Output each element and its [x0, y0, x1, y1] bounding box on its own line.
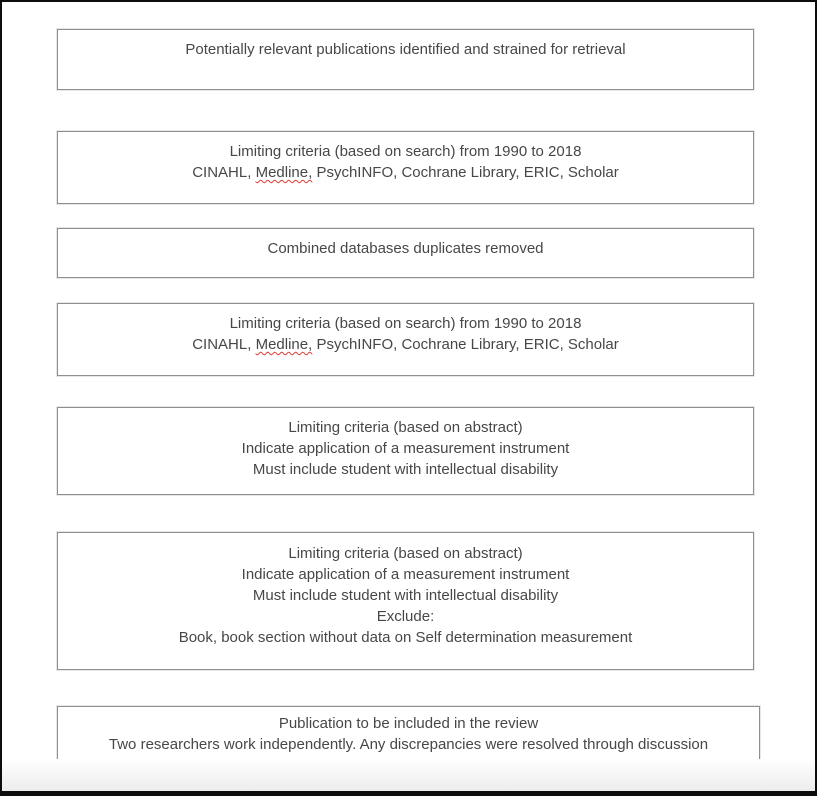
text-segment: PsychINFO, Cochrane Library, ERIC, Scholar — [312, 336, 619, 353]
box-text-line — [58, 39, 753, 60]
text-segment: Potentially relevant publications identified and strained for retrieval — [185, 41, 626, 58]
box-text-line — [58, 162, 753, 183]
text-segment: Two researchers work independently. Any discrepancies were resolved through discussion — [108, 736, 709, 753]
text-segment: Exclude: — [376, 608, 435, 625]
flow-box-limiting-criteria-search-1 — [57, 131, 754, 204]
flow-box-limiting-criteria-search-2 — [57, 303, 754, 376]
text-segment: Must include student with intellectual disability — [252, 461, 559, 478]
text-segment: Book, book section without data on Self determination measurement — [178, 629, 633, 646]
box-text-line — [58, 417, 753, 438]
text-segment: Limiting criteria (based on search) from 1990 to 2018 — [229, 315, 582, 332]
flow-box-limiting-criteria-abstract-2 — [57, 532, 754, 670]
text-segment: Indicate application of a measurement instrument — [241, 566, 570, 583]
misspelled-word: Medline, — [255, 336, 313, 353]
flow-box-duplicates-removed — [57, 228, 754, 278]
text-segment: Limiting criteria (based on search) from 1990 to 2018 — [229, 143, 582, 160]
box-text-line — [58, 585, 753, 606]
box-text-line — [58, 564, 753, 585]
misspelled-word: Medline, — [255, 164, 313, 181]
text-segment: CINAHL, — [192, 336, 256, 353]
text-segment: Indicate application of a measurement instrument — [241, 440, 570, 457]
box-text-line — [58, 334, 753, 355]
box-text-line — [58, 606, 753, 627]
box-text-line — [58, 313, 753, 334]
flow-box-identified-publications — [57, 29, 754, 90]
box-text-line — [58, 713, 759, 734]
box-text-line — [58, 734, 759, 755]
text-segment: Publication to be included in the review — [278, 715, 539, 732]
box-text-line — [58, 627, 753, 648]
text-segment: Limiting criteria (based on abstract) — [288, 419, 523, 436]
text-segment: Limiting criteria (based on abstract) — [288, 545, 523, 562]
text-segment: Must include student with intellectual disability — [252, 587, 559, 604]
text-segment: PsychINFO, Cochrane Library, ERIC, Scholar — [312, 164, 619, 181]
bottom-gradient — [2, 759, 815, 791]
text-segment: Combined databases duplicates removed — [267, 240, 544, 257]
box-text-line — [58, 238, 753, 259]
box-text-line — [58, 459, 753, 480]
box-text-line — [58, 141, 753, 162]
box-text-line — [58, 438, 753, 459]
text-segment: CINAHL, — [192, 164, 256, 181]
flow-box-limiting-criteria-abstract-1 — [57, 407, 754, 495]
box-text-line — [58, 543, 753, 564]
flow-box-included-publications — [57, 706, 760, 761]
